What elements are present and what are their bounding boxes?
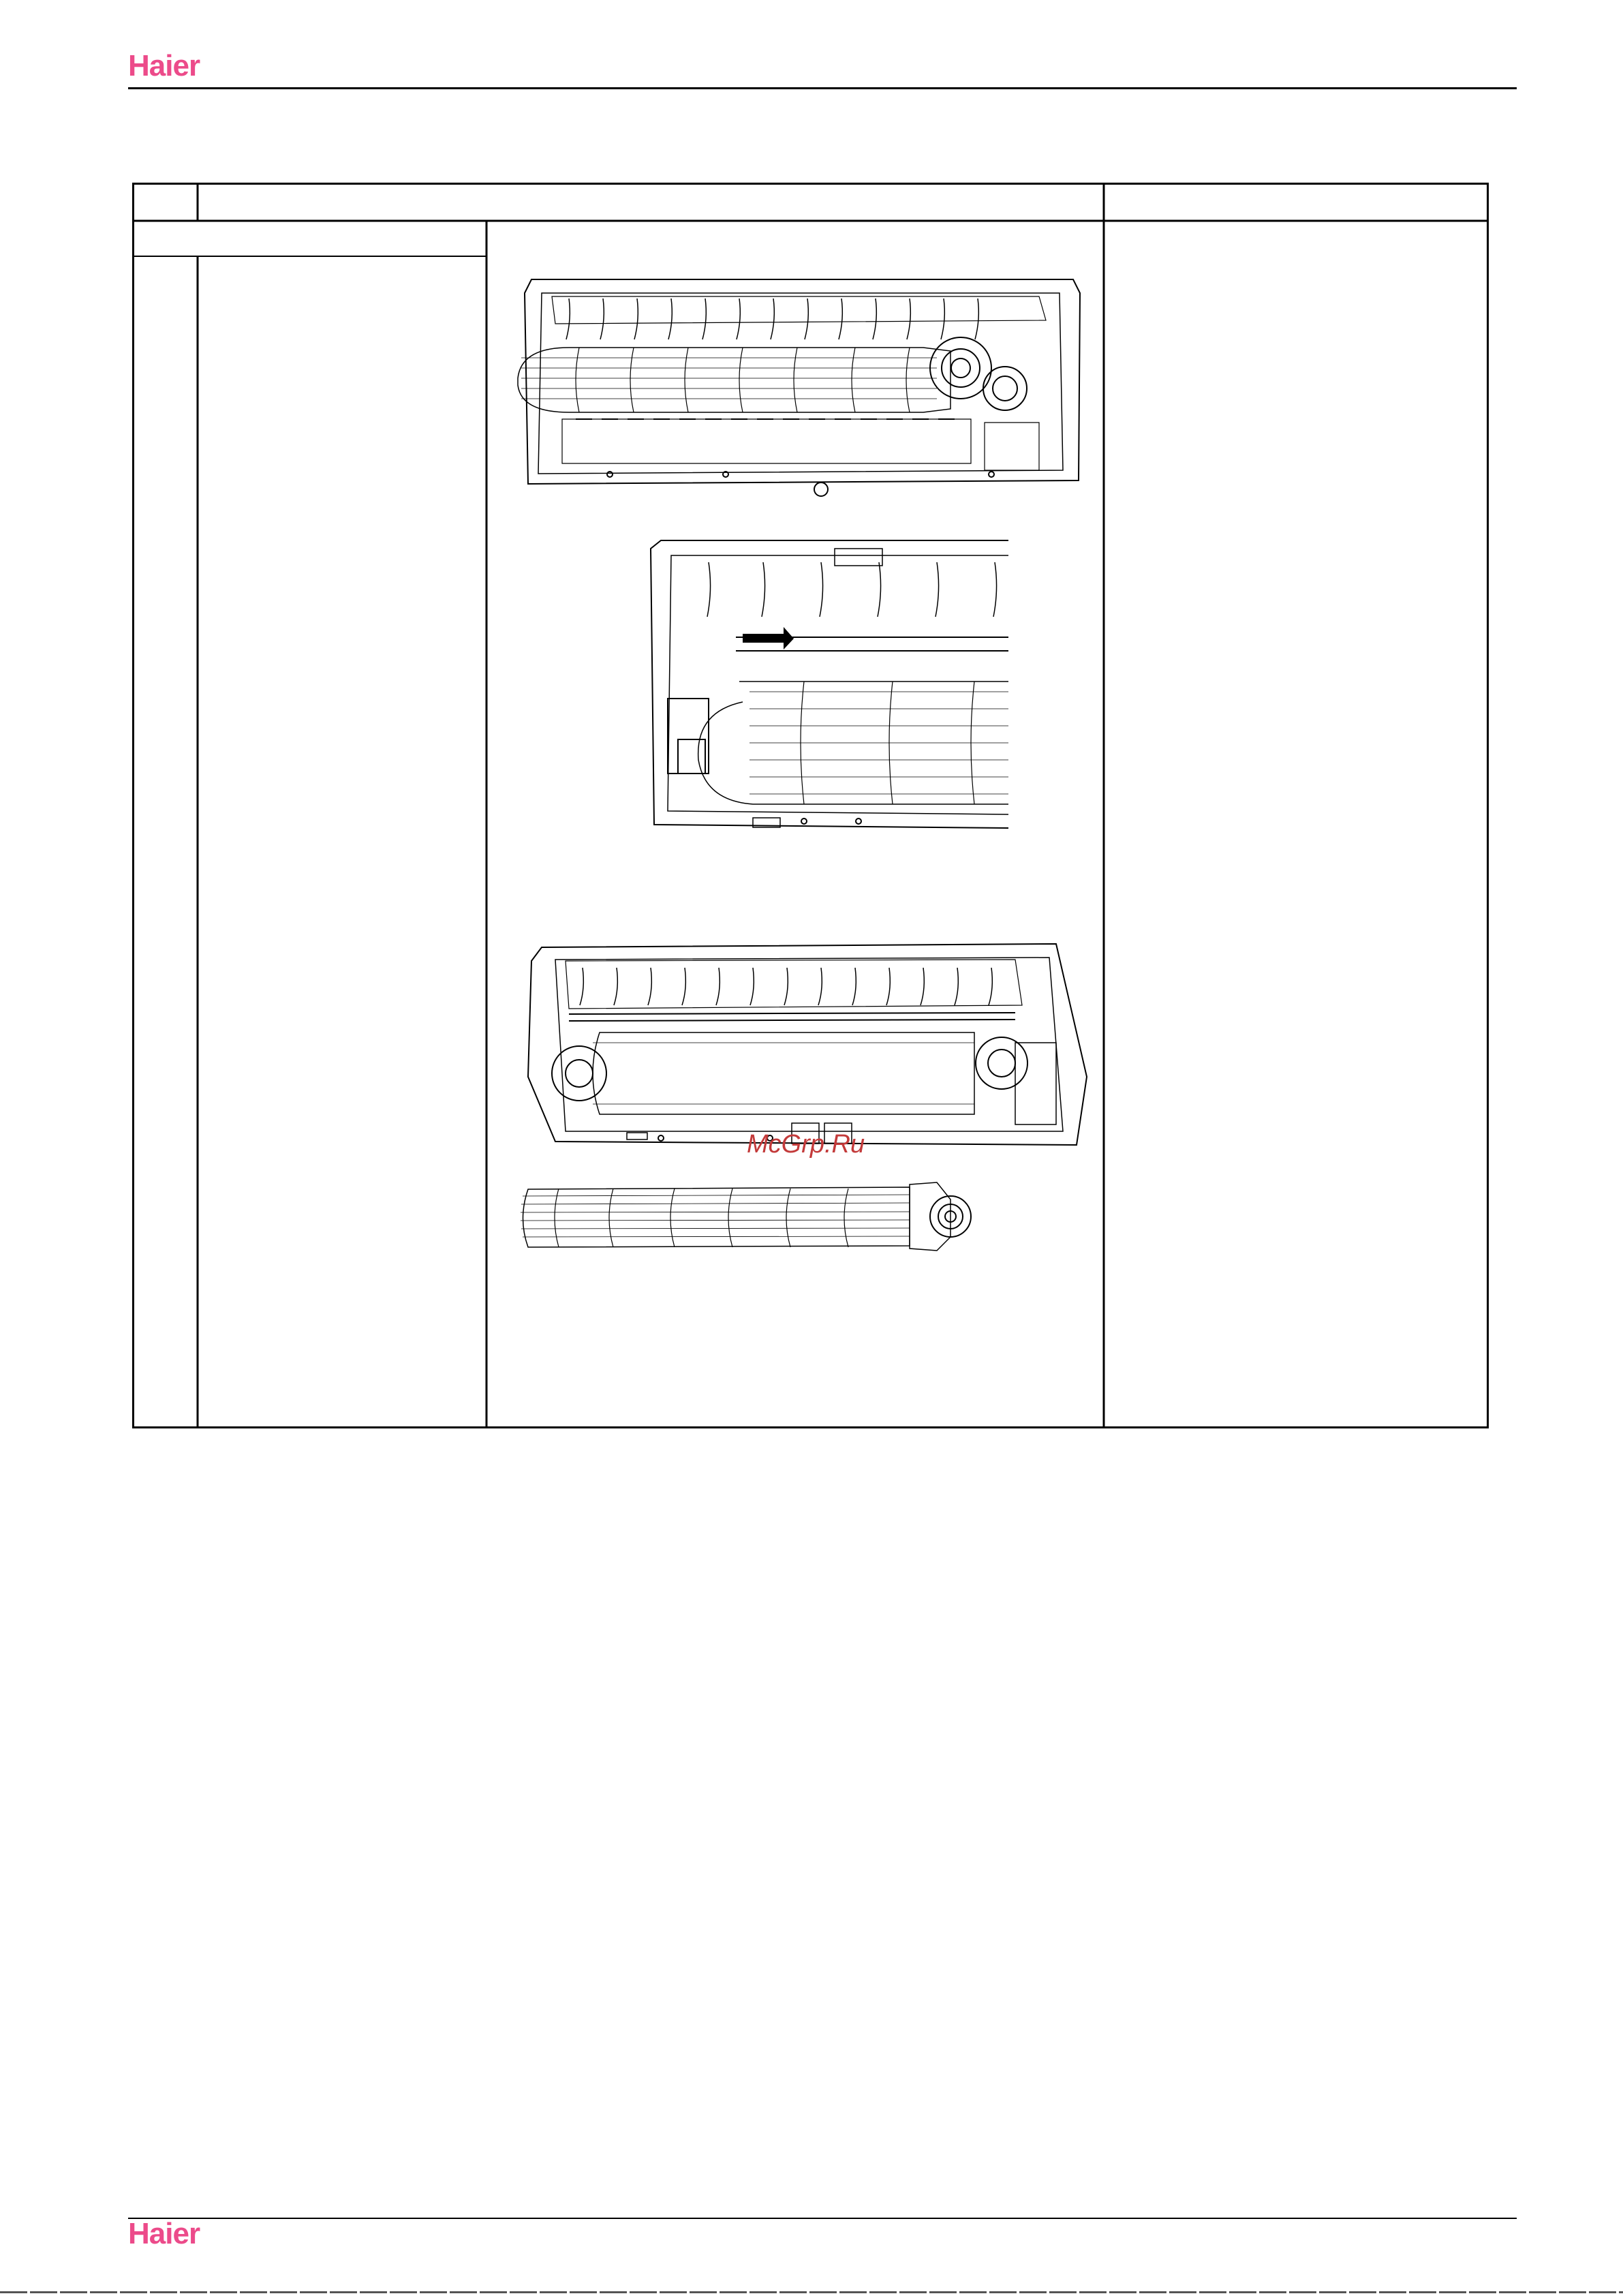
brand-logo-header: Haier	[128, 49, 200, 82]
watermark-text: McGrp.Ru	[747, 1130, 865, 1159]
figure-unit-fan-removed	[514, 273, 1080, 504]
figure-unit-closeup-arrow	[640, 535, 1008, 835]
figure-unit-fan-installed	[525, 940, 1090, 1152]
footer-rule	[128, 2218, 1517, 2219]
page-bottom-edge	[0, 2291, 1623, 2293]
figure-cross-flow-fan	[514, 1172, 978, 1254]
brand-logo-footer: Haier	[128, 2217, 200, 2250]
header-rule	[128, 87, 1517, 89]
